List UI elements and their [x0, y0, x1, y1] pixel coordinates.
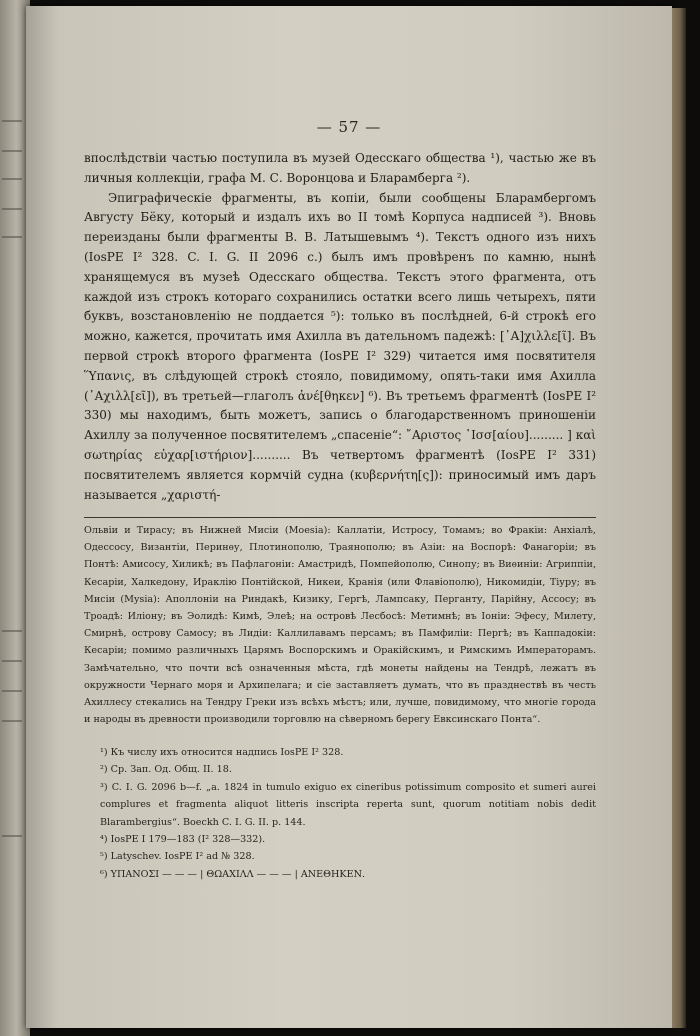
footnote-continuation [84, 522, 596, 728]
footnote: ⁵) Latyschev. IosPE I² ad № 328. [100, 851, 255, 863]
footnote: ³) C. I. G. 2096 b—f. „a. 1824 in tumulo exiguo ex cineribus potissimum composito et sumeri aurei complures et fragmenta aliquot litteris inscripta reperta sunt, quorum notitiam nobis dedit Blarambergius“. Boeckh C. I. G. II. p. 144. [100, 781, 596, 828]
footnote-text: Ольвіи и Тирасу; въ Нижней Мисіи (Moesia): Каллатіи, Истросу, Томамъ; во Фракіи: Анхіалѣ, Одессосу, Византіи, Перинѳу, Плотинополю, Траянополю; въ Азіи: на Воспорѣ: Фанагоріи; въ Понтѣ: Амисосу, Хиликѣ; въ Пафлагоніи: Амастридѣ, Помпейополю, Синопу; въ Виѳиніи: Агриппіи, Кесаріи, Халкедону, Ираклію Понтійской, Никеи, Кранія (или Флавіополю), Никомидіи, Тіуру; въ Мисіи (Mysia): Аполлоніи на Риндакѣ, Кизику, Гергѣ, Лампсаку, Перганту, Парійну, Ассосу; въ Троадѣ: Иліону; въ Эолидѣ: Кимѣ, Элеѣ; на островѣ Лесбосѣ: Метимнѣ; въ Іоніи: Эфесу, Милету, Смирнѣ, острову Самосу; въ Лидіи: Каллилавамъ персамъ; въ Памфиліи: Пергѣ; въ Каппадокіи: Кесаріи; помимо различныхъ Царямъ Воспорскимъ и Оракійскимъ, и Римскимъ Императорамъ. Замѣчательно, что почти всѣ означенныя мѣста, гдѣ монеты найдены на Тендрѣ, лежатъ въ окружности Чернаго моря и Архипелага; и сіе заставляетъ думать, что въ празднествѣ въ честь Ахиллесу стекались на Тендру Греки изъ всѣхъ мѣстъ; или, лучше, повидимому, что многіе города и народы въ древности производили торговлю на сѣверномъ берегу Евксинскаго Понта“. [84, 525, 596, 726]
footnote: ¹) Къ числу ихъ относится надпись IosPE I² 328. [100, 747, 344, 758]
footnote: ⁶) ΥΠΑΝΟΣΙ — — — | ΘΩΑΧΙΛΛ — — — | ΑΝΕΘΗΚΕΝ. [100, 868, 366, 880]
book-page [26, 6, 672, 1028]
footnote: ⁴) IosPE I 179—183 (I² 328—332). [100, 834, 266, 846]
footnotes [100, 744, 596, 883]
page-number: — 57 — [316, 118, 382, 136]
page-block-edge [672, 8, 686, 1028]
paragraph: впослѣдствіи частью поступила въ музей Одесскаго общества ¹), частью же въ личныя коллекціи, графа М. С. Воронцова и Бларамберга ²). [84, 151, 596, 185]
footnote: ²) Ср. Зап. Од. Общ. II. 18. [100, 764, 232, 776]
main-text [84, 149, 596, 505]
footnote-divider [84, 517, 596, 518]
paragraph: Эпиграфическіе фрагменты, въ копіи, были сообщены Бларамбергомъ Августу Бёку, который и издалъ ихъ во II томѣ Корпуса надписей ³). Вновь переизданы были фрагменты В. В. Латышевымъ ⁴). Текстъ одного изъ нихъ (IosPE I² 328. C. I. G. II 2096 c.) былъ имъ провѣренъ по камню, нынѣ хранящемуся въ музеѣ Одесскаго общества. Текстъ этого фрагмента, отъ каждой изъ строкъ котораго сохранились остатки всего лишь четырехъ, пяти буквъ, возстановленію не поддается ⁵): только въ послѣдней, 6-й строкѣ его можно, кажется, прочитать имя Ахилла въ дательномъ падежѣ: [᾿Α]χιλλε[ῖ]. Въ первой строкѣ второго фрагмента (IosPE I² 329) читается имя посвятителя Ὕπανις, въ слѣдующей строкѣ стояло, повидимому, опять-таки имя Ахилла (᾿Αχιλλ[εῖ]), въ третьей—глаголъ ἀνέ[θηκεν] ⁶). Въ третьемъ фрагментѣ (IosPE I² 330) мы находимъ, быть можетъ, запись о благодарственномъ приношеніи Ахиллу за полученное посвятителемъ „спасеніе“: ῎Αριστος ῾Ισσ[αίου]......... ] καὶ σωτηρίας εὐχαρ[ιστήριον].......... Въ четвертомъ фрагментѣ (IosPE I² 331) посвятителемъ является кормчій судна (κυβερνήτη[ς]): приносимый имъ даръ называется „χαριστή- [84, 190, 596, 502]
